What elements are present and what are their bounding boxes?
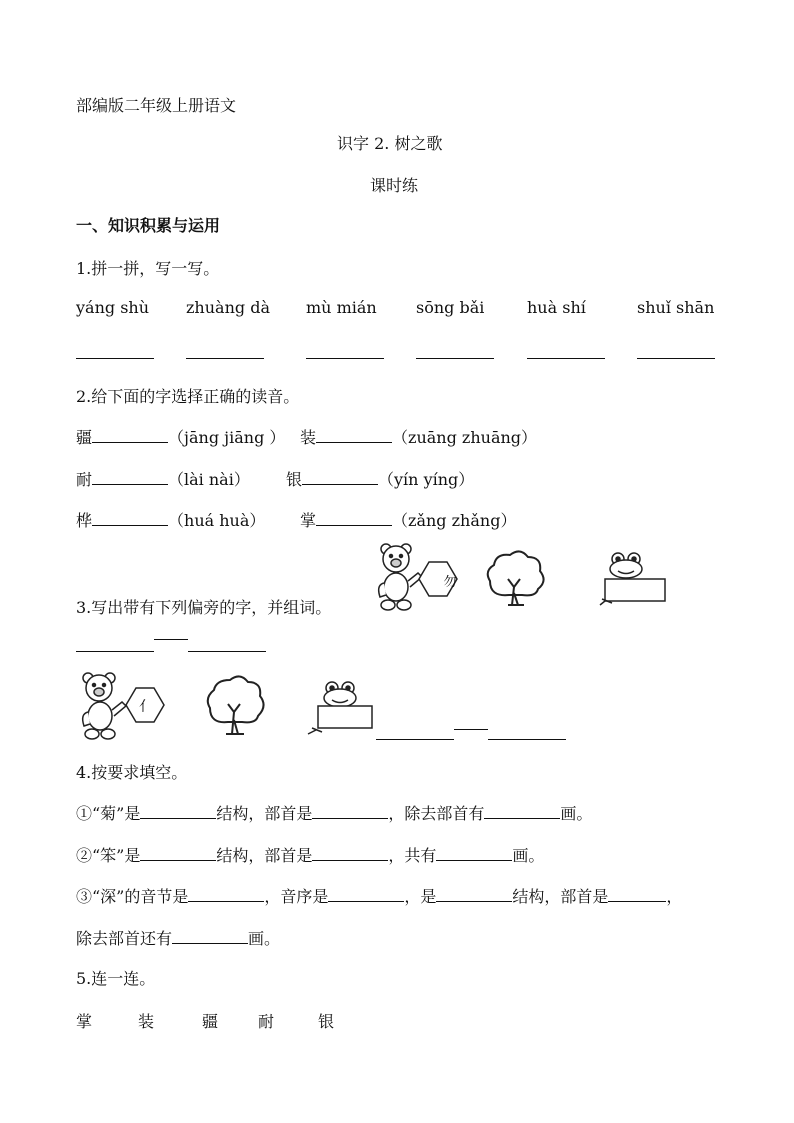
answer-blank[interactable] — [188, 885, 264, 902]
frog-icon — [308, 682, 372, 734]
answer-blank[interactable] — [436, 844, 512, 861]
text: ， — [666, 887, 683, 906]
answer-blank[interactable] — [188, 651, 266, 652]
tree-icon — [208, 676, 264, 734]
q2-row — [300, 425, 537, 448]
text: 画。 — [512, 846, 545, 865]
answer-blank[interactable] — [488, 739, 566, 740]
section-title: 一、知识积累与运用 — [76, 216, 221, 235]
answer-blank[interactable] — [436, 885, 512, 902]
answer-blank[interactable] — [454, 729, 488, 730]
answer-blank[interactable] — [92, 468, 168, 485]
page-subtitle: 课时练 — [370, 176, 419, 195]
match-char[interactable]: 装 — [138, 1012, 155, 1031]
answer-blank[interactable] — [316, 509, 392, 526]
answer-blank[interactable] — [527, 358, 605, 359]
pinyin-item: sōng bǎi — [416, 298, 485, 317]
lesson-title: 识字 2. 树之歌 — [337, 134, 443, 153]
q2-row — [76, 467, 250, 490]
radical-label-1: 勿 — [443, 575, 457, 590]
q2-row — [76, 425, 285, 448]
text: 结构，部首是 — [216, 846, 313, 865]
text: 结构，部首是 — [512, 887, 609, 906]
answer-blank[interactable] — [140, 802, 216, 819]
options: （jāng jiāng ） — [168, 428, 286, 447]
answer-blank[interactable] — [376, 739, 454, 740]
q4-line-3 — [76, 884, 682, 907]
answer-blank[interactable] — [76, 358, 154, 359]
answer-blank[interactable] — [637, 358, 715, 359]
q2-title: 2.给下面的字选择正确的读音。 — [76, 387, 300, 406]
char: 桦 — [76, 511, 93, 530]
q4-line-1 — [76, 801, 592, 824]
answer-blank[interactable] — [312, 802, 388, 819]
char: 疆 — [76, 428, 93, 447]
text: ③“深”的音节是 — [76, 887, 189, 906]
q1-title: 1.拼一拼，写一写。 — [76, 259, 220, 278]
options: （zuāng zhuāng） — [392, 428, 538, 447]
pinyin-item: shuǐ shān — [637, 298, 715, 317]
text: ，音序是 — [264, 887, 329, 906]
q3-title: 3.写出带有下列偏旁的字，并组词。 — [76, 598, 332, 617]
answer-blank[interactable] — [328, 885, 404, 902]
pinyin-item: zhuàng dà — [186, 298, 270, 317]
pinyin-item: huà shí — [527, 298, 586, 317]
text: 画。 — [248, 929, 281, 948]
q4-line-2 — [76, 843, 544, 866]
text: ，是 — [404, 887, 437, 906]
options: （huá huà） — [168, 511, 266, 530]
text: ②“笨”是 — [76, 846, 141, 865]
answer-blank[interactable] — [302, 468, 378, 485]
q2-row — [300, 508, 516, 531]
match-char[interactable]: 掌 — [76, 1012, 93, 1031]
q2-row — [286, 467, 474, 490]
text: ①“菊”是 — [76, 804, 141, 823]
text: ，共有 — [388, 846, 437, 865]
answer-blank[interactable] — [92, 426, 168, 443]
match-char[interactable]: 耐 — [258, 1012, 275, 1031]
match-char[interactable]: 疆 — [202, 1012, 219, 1031]
answer-blank[interactable] — [608, 885, 666, 902]
q5-title: 5.连一连。 — [76, 969, 156, 988]
radical-diagram-1 — [372, 543, 672, 613]
radical-label-2: 亻 — [139, 699, 153, 715]
pinyin-item: yáng shù — [76, 298, 150, 317]
answer-blank[interactable] — [484, 802, 560, 819]
options: （lài nài） — [168, 470, 250, 489]
frog-icon — [600, 553, 665, 605]
text: 除去部首还有 — [76, 929, 173, 948]
answer-blank[interactable] — [172, 927, 248, 944]
answer-blank[interactable] — [316, 426, 392, 443]
q4-title: 4.按要求填空。 — [76, 763, 188, 782]
answer-blank[interactable] — [416, 358, 494, 359]
pinyin-item: mù mián — [306, 298, 377, 317]
char: 银 — [286, 470, 303, 489]
match-char[interactable]: 银 — [318, 1012, 335, 1031]
text: 画。 — [560, 804, 593, 823]
char: 掌 — [300, 511, 317, 530]
radical-diagram-2 — [76, 668, 396, 743]
options: （zǎng zhǎng） — [392, 511, 517, 530]
q4-line-4 — [76, 926, 280, 949]
tree-icon — [488, 551, 544, 605]
bear-icon — [379, 544, 422, 610]
text: 结构，部首是 — [216, 804, 313, 823]
answer-blank[interactable] — [140, 844, 216, 861]
char: 耐 — [76, 470, 93, 489]
answer-blank[interactable] — [76, 651, 154, 652]
answer-blank[interactable] — [186, 358, 264, 359]
answer-blank[interactable] — [92, 509, 168, 526]
q2-row — [76, 508, 265, 531]
bear-icon — [83, 673, 126, 739]
book-title: 部编版二年级上册语文 — [76, 96, 237, 115]
options: （yín yíng） — [378, 470, 475, 489]
answer-blank[interactable] — [312, 844, 388, 861]
char: 装 — [300, 428, 317, 447]
answer-blank[interactable] — [306, 358, 384, 359]
text: ，除去部首有 — [388, 804, 485, 823]
answer-blank[interactable] — [154, 639, 188, 640]
